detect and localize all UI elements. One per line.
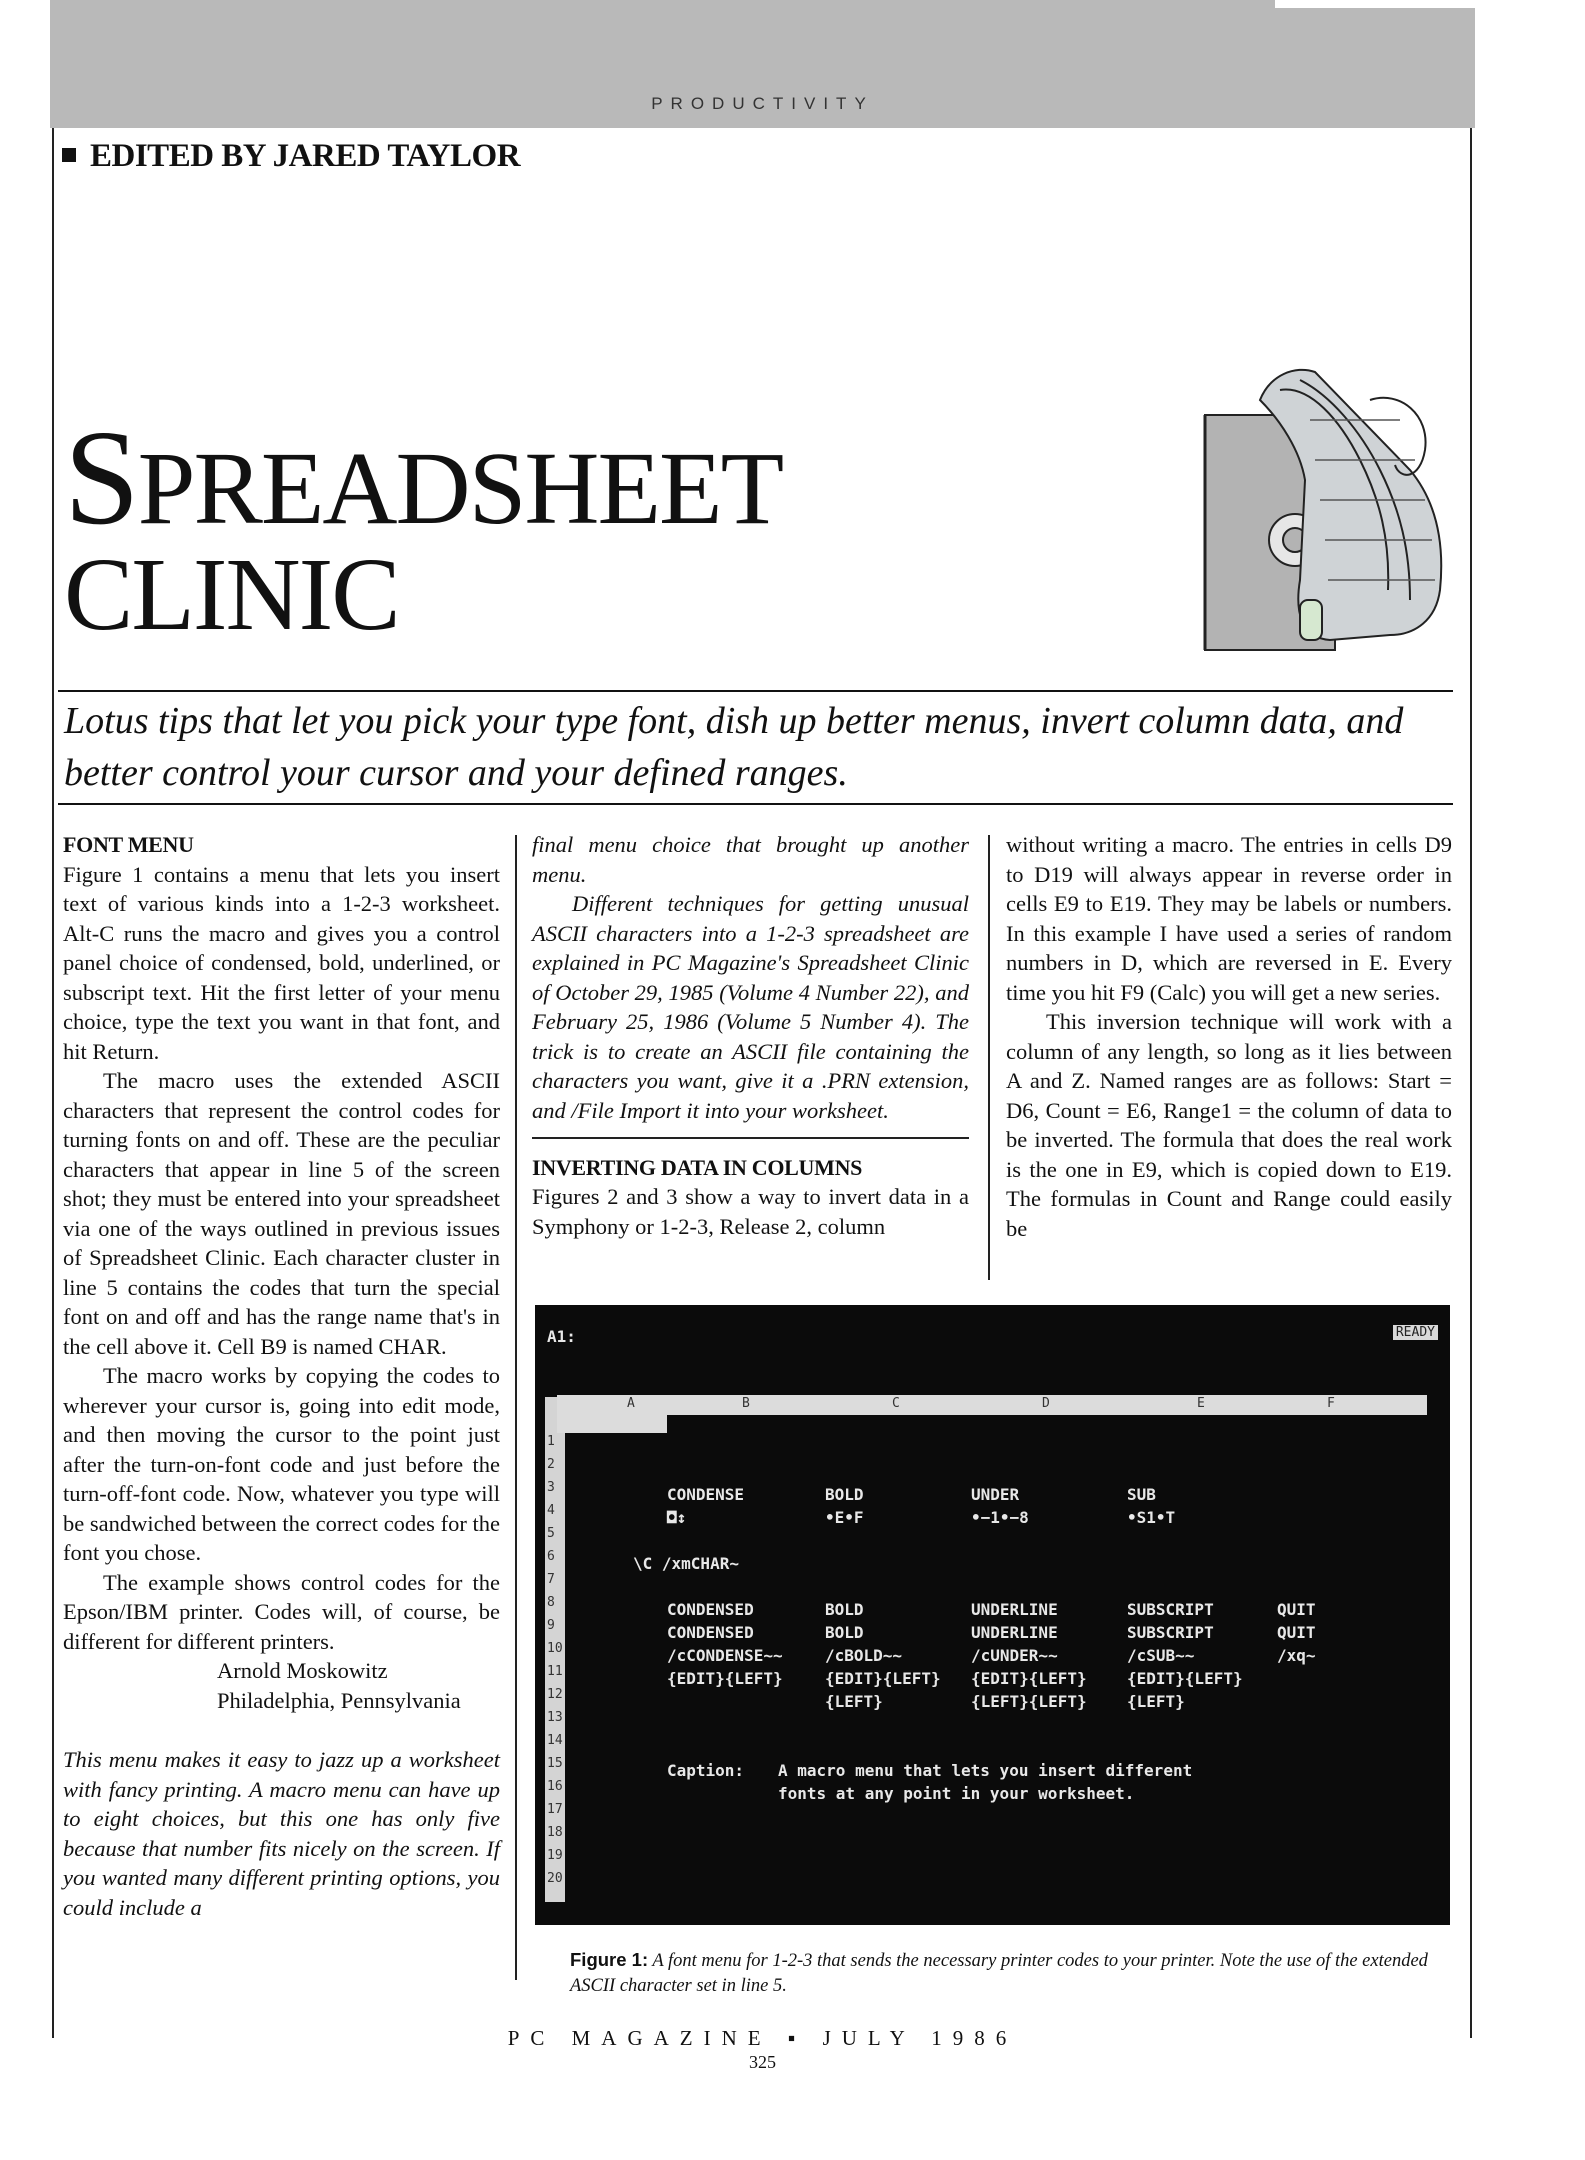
author-name: Arnold Moskowitz xyxy=(217,1658,388,1683)
frame-right-rule xyxy=(1470,128,1472,2038)
title-line-1 xyxy=(64,403,783,553)
cell-b12: {EDIT}{LEFT} xyxy=(667,1669,783,1688)
row-number: 15 xyxy=(547,1756,563,1771)
page-title xyxy=(64,403,783,652)
col2-paragraph-1: final menu choice that brought up another menu. xyxy=(532,832,969,887)
row-number: 18 xyxy=(547,1825,563,1840)
figure-caption-text: A font menu for 1-2-3 that sends the necessary printer codes to your printer. Note the use of the extended ASCII character set in line 5. xyxy=(570,1951,1428,1996)
bullet-square-icon xyxy=(62,148,76,162)
row-number: 9 xyxy=(547,1618,555,1633)
cell-e10: SUBSCRIPT xyxy=(1127,1623,1214,1642)
title-rule-bottom xyxy=(58,803,1453,805)
editor-note: This menu makes it easy to jazz up a worksheet with fancy printing. A macro menu can have up to eight choices, but this one has only five because that number fits nicely on the screen. If you wanted many different printing options, you could include a xyxy=(63,1747,500,1920)
col1-paragraph-2: The macro uses the extended ASCII characters that represent the control codes for turning fonts on and off. These are the peculiar characters that appear in line 5 of the screen shot; they must be entered into your spreadsheet via one of the ways outlined in previous issues of Spreadsheet Clinic. Each character cluster in line 5 contains the codes that turn the special font on and off and has the range name that's in the cell above it. Cell B9 is named CHAR. xyxy=(63,1068,500,1359)
author-location: Philadelphia, Pennsylvania xyxy=(217,1687,461,1713)
row-number: 3 xyxy=(547,1480,555,1495)
footer-date: JULY 1986 xyxy=(822,2026,1018,2050)
column-letter: D xyxy=(1042,1396,1050,1411)
section-label: PRODUCTIVITY xyxy=(651,94,874,113)
mode-indicator: READY xyxy=(1393,1325,1438,1340)
column-letter: B xyxy=(742,1396,750,1411)
column-3 xyxy=(1006,830,1452,1243)
cell-c4: BOLD xyxy=(825,1485,864,1504)
column-letter: E xyxy=(1197,1396,1205,1411)
cell-d9: UNDERLINE xyxy=(971,1600,1058,1619)
col2-paragraph-3: Figures 2 and 3 show a way to invert data in a Symphony or 1-2-3, Release 2, column xyxy=(532,1184,969,1239)
cell-e13: {LEFT} xyxy=(1127,1692,1185,1711)
cell-b10: CONDENSED xyxy=(667,1623,754,1642)
row-number: 12 xyxy=(547,1687,563,1702)
cell-f11: /xq~ xyxy=(1277,1646,1316,1665)
col2-section-rule xyxy=(532,1137,969,1139)
row-number: 14 xyxy=(547,1733,563,1748)
cell-e9: SUBSCRIPT xyxy=(1127,1600,1214,1619)
footer-magazine: PC MAGAZINE xyxy=(507,2026,772,2050)
row-number: 20 xyxy=(547,1871,563,1886)
deck-subtitle: Lotus tips that let you pick your type font, dish up better menus, invert column data, and better control your cursor and your defined ranges. xyxy=(64,700,1404,794)
cell-e11: /cSUB~~ xyxy=(1127,1646,1195,1665)
page-number: 325 xyxy=(749,2052,776,2072)
header-corner xyxy=(557,1415,667,1433)
spreadsheet-screenshot xyxy=(535,1305,1450,1925)
row-number: 2 xyxy=(547,1457,555,1472)
cell-d13: {LEFT}{LEFT} xyxy=(971,1692,1087,1711)
font-menu-heading: FONT MENU xyxy=(63,832,194,857)
row-number: 13 xyxy=(547,1710,563,1725)
col1-paragraph-1: Figure 1 contains a menu that lets you insert text of various kinds into a 1-2-3 worksheet. Alt-C runs the macro and gives you a control panel choice of condensed, bold, underlined, or subscript text. Hit the first letter of your menu choice, type the text you want in that font, and hit Return. xyxy=(63,861,500,1064)
footer-separator: ▪ xyxy=(787,2026,807,2050)
cell-b4: CONDENSE xyxy=(667,1485,745,1504)
cell-e12: {EDIT}{LEFT} xyxy=(1127,1669,1243,1688)
figure-label: Figure 1: xyxy=(570,1949,649,1970)
row-number: 1 xyxy=(547,1434,555,1449)
col1-paragraph-4: The example shows control codes for the Epson/IBM printer. Codes will, of course, be different for different printers. xyxy=(63,1569,500,1654)
row-number: 10 xyxy=(547,1641,563,1656)
cell-b16: Caption: xyxy=(667,1761,745,1780)
cell-b11: /cCONDENSE~~ xyxy=(667,1646,783,1665)
cell-c10: BOLD xyxy=(825,1623,864,1642)
cell-d10: UNDERLINE xyxy=(971,1623,1058,1642)
editor-credit xyxy=(62,138,520,175)
col3-paragraph-2: This inversion technique will work with a column of any length, so long as it lies between A and Z. Named ranges are as follows: Start = D6, Count = E6, Range1 = the column of data to be inverted. The formula that does the real work is the one in E9, which is copied down to E19. The formulas in Count and Range could easily be xyxy=(1006,1009,1452,1241)
cell-b9: CONDENSED xyxy=(667,1600,754,1619)
column-letter: A xyxy=(627,1396,635,1411)
cell-c17: fonts at any point in your worksheet. xyxy=(778,1784,1135,1803)
row-number: 8 xyxy=(547,1595,555,1610)
cell-e4: SUB xyxy=(1127,1485,1156,1504)
cell-c13: {LEFT} xyxy=(825,1692,883,1711)
column-header-bar xyxy=(557,1395,1427,1415)
column-letter: C xyxy=(892,1396,900,1411)
column-divider-1 xyxy=(515,835,517,1980)
cell-e5: •S1•T xyxy=(1127,1508,1176,1527)
cell-d4: UNDER xyxy=(971,1485,1020,1504)
editor-text: EDITED BY JARED TAYLOR xyxy=(90,138,521,174)
floppy-disk-illustration xyxy=(1200,360,1450,660)
col2-paragraph-2: Different techniques for getting unusual ASCII characters into a 1-2-3 spreadsheet are explained in PC Magazine's Spreadsheet Clinic of October 29, 1985 (Volume 4 Number 22), and February 25, 1986 (Volume 5 Number 4). The trick is to create an ASCII file containing the characters you want, give it a .PRN extension, and /File Import it into your worksheet. xyxy=(532,891,969,1123)
title-line-2: CLINIC xyxy=(64,537,399,652)
column-divider-2 xyxy=(988,835,990,1280)
page-footer xyxy=(50,2026,1475,2051)
column-2 xyxy=(532,830,969,1241)
column-1 xyxy=(63,830,500,1922)
inverting-heading: INVERTING DATA IN COLUMNS xyxy=(532,1154,863,1180)
cell-b5: ◘↕ xyxy=(667,1508,687,1527)
row-number: 17 xyxy=(547,1802,563,1817)
row-number: 5 xyxy=(547,1526,555,1541)
figure-caption xyxy=(570,1947,1450,1999)
cell-f9: QUIT xyxy=(1277,1600,1316,1619)
cell-c11: /cBOLD~~ xyxy=(825,1646,903,1665)
col1-paragraph-3: The macro works by copying the codes to wherever your cursor is, going into edit mode, and then moving the cursor to the point just after the turn-on-font code and just before the turn-off-font code. Now, whatever you type will be sandwiched between the correct codes for the font you chose. xyxy=(63,1363,500,1565)
row-number: 19 xyxy=(547,1848,563,1863)
row-number: 7 xyxy=(547,1572,555,1587)
cell-f10: QUIT xyxy=(1277,1623,1316,1642)
cell-c9: BOLD xyxy=(825,1600,864,1619)
cell-d11: /cUNDER~~ xyxy=(971,1646,1058,1665)
cell-reference: A1: xyxy=(547,1327,576,1346)
column-letter: F xyxy=(1327,1396,1335,1411)
cell-c12: {EDIT}{LEFT} xyxy=(825,1669,941,1688)
cell-a7: \C /xmCHAR~ xyxy=(633,1554,739,1573)
row-number: 11 xyxy=(547,1664,563,1679)
row-number: 4 xyxy=(547,1503,555,1518)
header-tab xyxy=(1275,0,1475,8)
row-number: 16 xyxy=(547,1779,563,1794)
frame-left-rule xyxy=(52,128,54,2038)
title-rest: PREADSHEET xyxy=(137,431,783,546)
cell-d12: {EDIT}{LEFT} xyxy=(971,1669,1087,1688)
cell-c16: A macro menu that lets you insert different xyxy=(778,1761,1193,1780)
row-number: 6 xyxy=(547,1549,555,1564)
cell-c5: •E•F xyxy=(825,1508,864,1527)
col3-paragraph-1: without writing a macro. The entries in cells D9 to D19 will always appear in reverse order in cells E9 to E19. They may be labels or numbers. In this example I have used a series of random numbers in D, which are reversed in E. Every time you hit F9 (Calc) you will get a new series. xyxy=(1006,832,1452,1005)
screen-gutter-mask xyxy=(565,1417,605,1907)
title-initial: S xyxy=(64,403,138,553)
cell-d5: •−1•−8 xyxy=(971,1508,1029,1527)
title-rule-top xyxy=(58,690,1453,692)
